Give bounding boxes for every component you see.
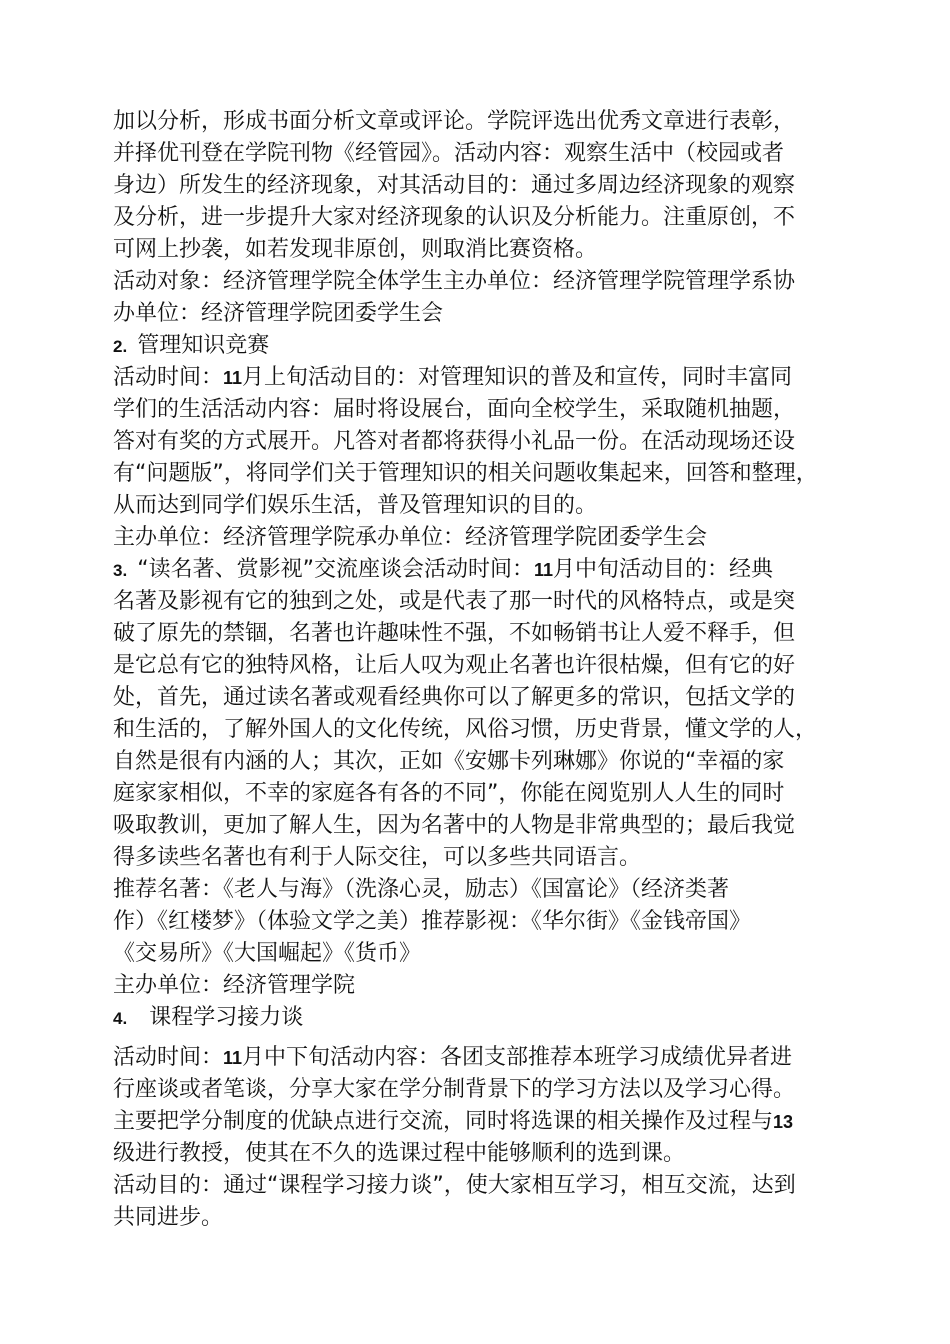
paragraph-line: 和生活的，了解外国人的文化传统，风俗习惯，历史背景，懂文学的人， [113,717,818,742]
paragraph-line: 主办单位：经济管理学院承办单位：经济管理学院团委学生会 [113,525,708,550]
paragraph-gap [113,1034,853,1042]
number-run: 11 [223,368,243,388]
paragraph-line: 从而达到同学们娱乐生活，普及管理知识的目的。 [113,493,598,518]
number-run: 13 [773,1112,794,1132]
section-title: 课程学习接力谈 [149,1005,304,1030]
paragraph-line: 吸取教训，更加了解人生，因为名著中的人物是非常典型的；最后我觉 [113,813,796,838]
section-heading-3 [113,554,853,586]
paragraph-line: 可网上抄袭，如若发现非原创，则取消比赛资格。 [113,237,598,262]
text-run: 月上旬活动目的：对管理知识的普及和宣传，同时丰富同 [242,365,793,390]
paragraph-line [113,1106,853,1138]
paragraph-line: 主办单位：经济管理学院 [113,973,356,998]
paragraph-line: 行座谈或者笔谈，分享大家在学分制背景下的学习方法以及学习心得。 [113,1077,796,1102]
number-run: 11 [533,560,554,580]
paragraph-line: 是它总有它的独特风格，让后人叹为观止名著也许很枯燥，但有它的好 [113,653,796,678]
section-number: 4. [113,1009,128,1028]
number-run: 11 [223,1048,243,1068]
paragraph-line: 及分析，进一步提升大家对经济现象的认识及分析能力。注重原创，不 [113,205,796,230]
paragraph-line: 自然是很有内涵的人；其次，正如《安娜卡列琳娜》你说的“幸福的家 [113,749,785,774]
paragraph-line: 有“问题版”，将同学们关于管理知识的相关问题收集起来，回答和整理， [113,461,818,486]
paragraph-line: 共同进步。 [113,1205,224,1230]
document-body [113,106,853,1234]
text-run: “读名著、赏影视”交流座谈会活动时间： [137,557,534,582]
paragraph-line [113,362,853,394]
paragraph-line: 作）《红楼梦》（体验文学之美）推荐影视：《华尔街》《金钱帝国》 [113,909,752,934]
paragraph-line: 学们的生活活动内容：届时将设展台，面向全校学生，采取随机抽题， [113,397,796,422]
section-number: 3. [113,561,128,580]
section-heading-4 [113,1002,853,1034]
paragraph-line: 答对有奖的方式展开。凡答对者都将获得小礼品一份。在活动现场还设 [113,429,796,454]
paragraph-line: 名著及影视有它的独到之处，或是代表了那一时代的风格特点，或是突 [113,589,796,614]
section-number: 2. [113,337,128,356]
text-run: 活动时间： [113,365,224,390]
text-run: 活动时间： [113,1045,224,1070]
paragraph-line: 级进行教授，使其在不久的选课过程中能够顺利的选到课。 [113,1141,686,1166]
paragraph-line: 得多读些名著也有利于人际交往，可以多些共同语言。 [113,845,642,870]
paragraph-line: 破了原先的禁锢，名著也许趣味性不强，不如畅销书让人爱不释手，但 [113,621,796,646]
paragraph-line: 活动目的：通过“课程学习接力谈”，使大家相互学习，相互交流，达到 [113,1173,796,1198]
section-title: 管理知识竞赛 [137,333,270,358]
paragraph-line: 身边）所发生的经济现象，对其活动目的：通过多周边经济现象的观察 [113,173,796,198]
paragraph-line: 推荐名著：《老人与海》（洗涤心灵，励志）《国富论》（经济类著 [113,877,730,902]
paragraph-line: 活动对象：经济管理学院全体学生主办单位：经济管理学院管理学系协 [113,269,796,294]
paragraph-line: 办单位：经济管理学院团委学生会 [113,301,444,326]
paragraph-line: 并择优刊登在学院刊物《经管园》。活动内容：观察生活中（校园或者 [113,141,785,166]
paragraph-line: 庭家家相似，不幸的家庭各有各的不同”，你能在阅览别人人生的同时 [113,781,785,806]
paragraph-line: 处，首先，通过读名著或观看经典你可以了解更多的常识，包括文学的 [113,685,796,710]
text-run: 主要把学分制度的优缺点进行交流，同时将选课的相关操作及过程与 [113,1109,774,1134]
text-run: 月中下旬活动内容：各团支部推荐本班学习成绩优异者进 [242,1045,793,1070]
paragraph-line [113,1042,853,1074]
paragraph-line: 《交易所》《大国崛起》《货币》 [113,941,422,966]
paragraph-line: 加以分析，形成书面分析文章或评论。学院评选出优秀文章进行表彰， [113,109,796,134]
section-heading-2 [113,330,853,362]
text-run: 月中旬活动目的：经典 [553,557,774,582]
